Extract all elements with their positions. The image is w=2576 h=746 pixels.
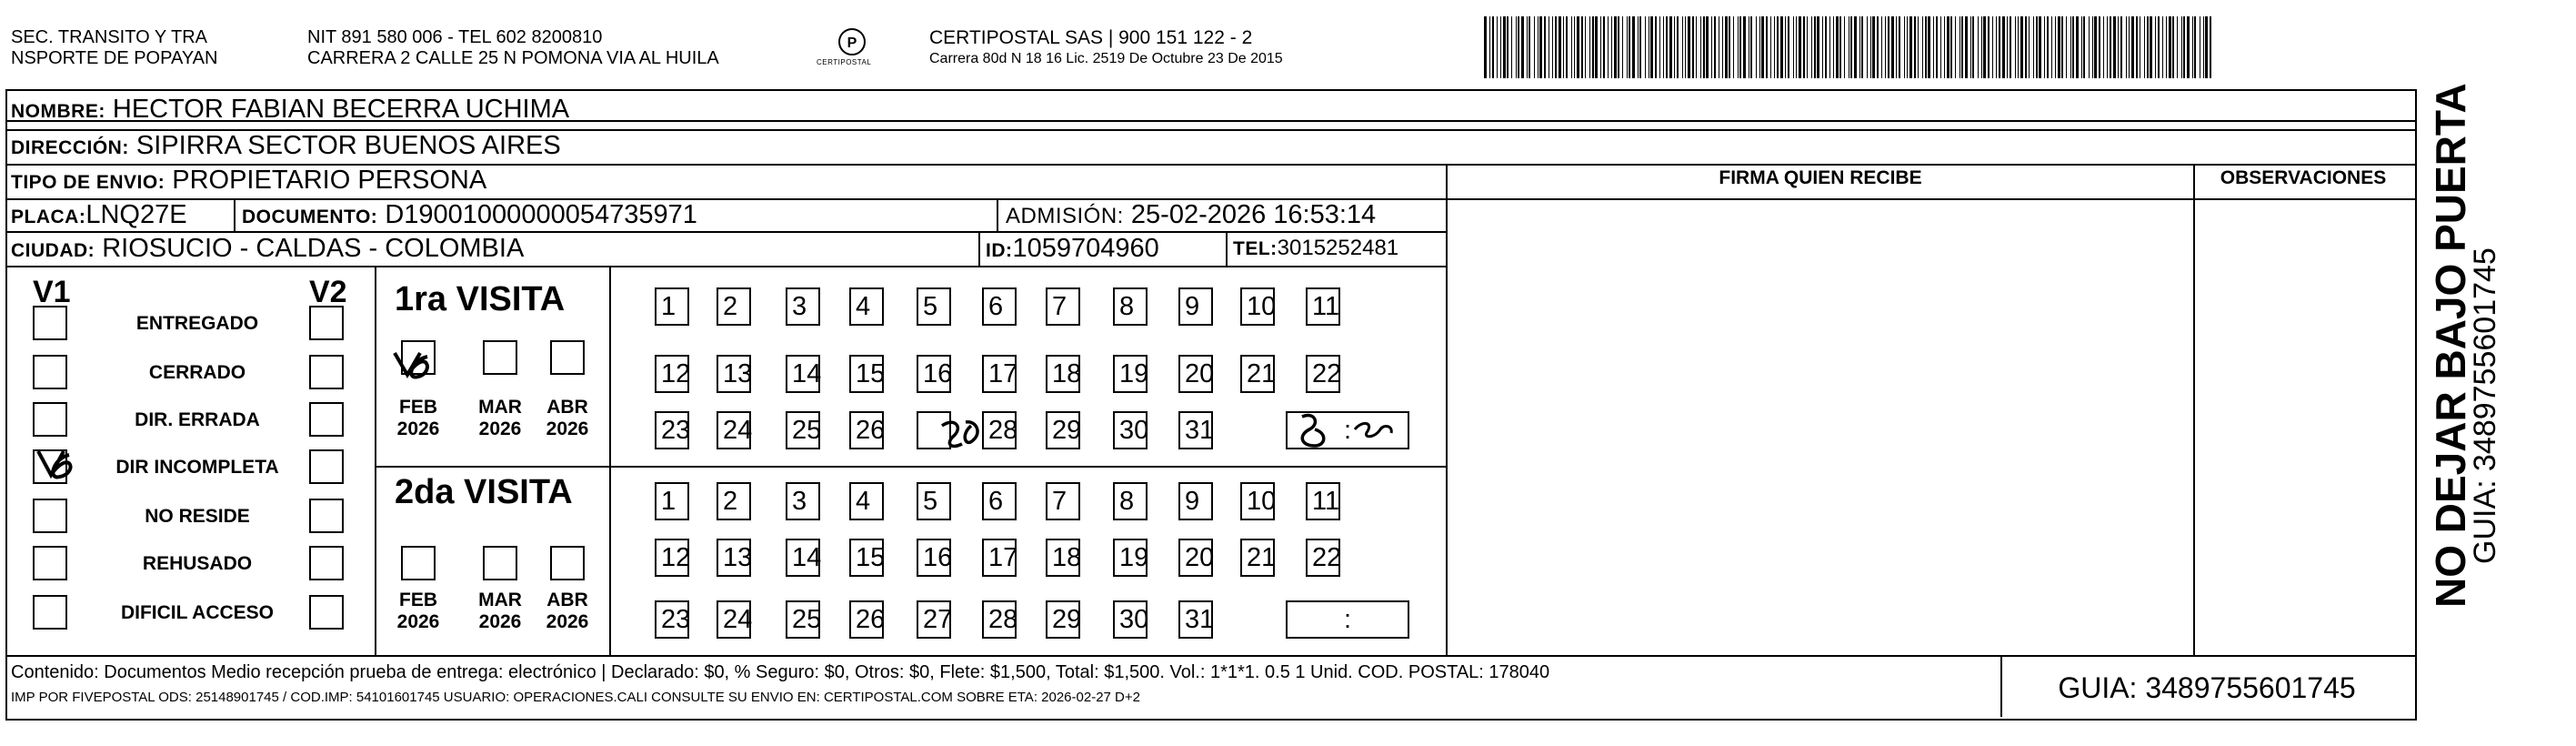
issuer-ids-line-2: CARRERA 2 CALLE 25 N POMONA VIA AL HUILA bbox=[307, 48, 719, 68]
footer-guia: GUIA: 3489755601745 bbox=[2058, 671, 2356, 704]
status-option-label: REHUSADO bbox=[142, 553, 253, 574]
firma-header: FIRMA QUIEN RECIBE bbox=[1719, 167, 1922, 188]
day-box[interactable]: 29 bbox=[1046, 411, 1080, 449]
tipo-envio-label: TIPO DE ENVIO: bbox=[11, 172, 165, 193]
issuer-line-2: NSPORTE DE POPAYAN bbox=[11, 48, 218, 68]
time-box[interactable]: : bbox=[1286, 411, 1409, 449]
day-box[interactable]: 12 bbox=[655, 355, 689, 393]
day-box[interactable]: 26 bbox=[849, 600, 884, 639]
visit2-title: 2da VISITA bbox=[395, 473, 573, 511]
day-box[interactable]: 21 bbox=[1240, 539, 1275, 577]
footer-contents: Contenido: Documentos Medio recepción prueba de entrega: electrónico | Declarado: $0, % Seguro: $0, Otros: $0, Flete: $1,500, Total: $1,500. Vol.: 1*1*1. 0.5 1 Unid. COD. POSTAL: 178040 bbox=[11, 662, 1550, 682]
month-year: 2026 bbox=[478, 418, 522, 439]
day-box[interactable]: 30 bbox=[1113, 411, 1148, 449]
day-box[interactable]: 18 bbox=[1046, 539, 1080, 577]
admision-label: ADMISIÓN: bbox=[1006, 204, 1124, 228]
day-box[interactable]: 28 bbox=[982, 600, 1017, 639]
ciudad-label: CIUDAD: bbox=[11, 240, 95, 261]
day-box[interactable]: 31 bbox=[1178, 600, 1213, 639]
status-option-label: ENTREGADO bbox=[135, 313, 259, 334]
day-box[interactable]: 11 bbox=[1306, 287, 1340, 326]
day-box[interactable]: 14 bbox=[786, 539, 820, 577]
observaciones-header: OBSERVACIONES bbox=[2220, 167, 2387, 188]
day-box[interactable]: 26 bbox=[849, 411, 884, 449]
direccion-label: DIRECCIÓN: bbox=[11, 137, 129, 158]
status-option-label: NO RESIDE bbox=[145, 506, 250, 527]
id-value: 1059704960 bbox=[1012, 234, 1159, 263]
tipo-envio-value: PROPIETARIO PERSONA bbox=[172, 166, 487, 195]
day-box[interactable]: 3 bbox=[786, 287, 820, 326]
side-guia: GUIA: 3489755601745 bbox=[2468, 247, 2502, 564]
day-box[interactable]: 22 bbox=[1306, 355, 1340, 393]
documento-value: D19001000000054735971 bbox=[385, 200, 697, 229]
svg-text:P: P bbox=[847, 35, 857, 51]
footer-print-info: IMP POR FIVEPOSTAL ODS: 25148901745 / COD.IMP: 54101601745 USUARIO: OPERACIONES.CALI CONSULTE SU ENVIO EN: CERTIPOSTAL.COM SOBRE ETA: 2026-02-27 D+2 bbox=[11, 690, 1140, 705]
status-option-label: DIFICIL ACCESO bbox=[120, 602, 274, 623]
day-box[interactable]: 14 bbox=[786, 355, 820, 393]
day-box[interactable]: 6 bbox=[982, 482, 1017, 520]
day-box[interactable]: 17 bbox=[982, 355, 1017, 393]
day-box[interactable]: 7 bbox=[1046, 482, 1080, 520]
day-box[interactable]: 28 bbox=[982, 411, 1017, 449]
day-box[interactable]: 16 bbox=[917, 539, 951, 577]
nombre-value: HECTOR FABIAN BECERRA UCHIMA bbox=[112, 95, 570, 124]
day-box[interactable]: 22 bbox=[1306, 539, 1340, 577]
month-year: 2026 bbox=[478, 611, 522, 632]
status-option-label: DIR. ERRADA bbox=[135, 409, 260, 430]
carrier-line-1: CERTIPOSTAL SAS | 900 151 122 - 2 bbox=[929, 27, 1253, 48]
month-year: 2026 bbox=[546, 611, 589, 632]
day-box[interactable]: 16 bbox=[917, 355, 951, 393]
day-box[interactable]: 7 bbox=[1046, 287, 1080, 326]
day-box[interactable]: 13 bbox=[717, 539, 751, 577]
day-box[interactable]: 31 bbox=[1178, 411, 1213, 449]
issuer-ids-line-1: NIT 891 580 006 - TEL 602 8200810 bbox=[307, 27, 603, 47]
tel-label: TEL: bbox=[1233, 238, 1278, 259]
visit1-title: 1ra VISITA bbox=[395, 280, 566, 318]
day-box[interactable]: 8 bbox=[1113, 482, 1148, 520]
day-box[interactable]: 12 bbox=[655, 539, 689, 577]
month-name: FEB bbox=[399, 590, 437, 610]
day-box[interactable]: 24 bbox=[717, 600, 751, 639]
day-box[interactable]: 4 bbox=[849, 482, 884, 520]
documento-label: DOCUMENTO: bbox=[242, 207, 378, 227]
admision-value: 25-02-2026 16:53:14 bbox=[1130, 200, 1377, 229]
day-box[interactable]: 23 bbox=[655, 411, 689, 449]
day-box[interactable]: 25 bbox=[786, 600, 820, 639]
day-box[interactable]: 18 bbox=[1046, 355, 1080, 393]
ciudad-value: RIOSUCIO - CALDAS - COLOMBIA bbox=[102, 234, 525, 263]
day-box[interactable]: 1 bbox=[655, 287, 689, 326]
day-box[interactable]: 2 bbox=[717, 482, 751, 520]
day-box[interactable]: 8 bbox=[1113, 287, 1148, 326]
day-box[interactable]: 9 bbox=[1178, 482, 1213, 520]
day-box[interactable]: 1 bbox=[655, 482, 689, 520]
status-option-label: DIR INCOMPLETA bbox=[115, 457, 279, 478]
month-year: 2026 bbox=[396, 418, 440, 439]
carrier-line-2: Carrera 80d N 18 16 Lic. 2519 De Octubre 23 De 2015 bbox=[929, 51, 1283, 66]
month-name: ABR bbox=[546, 590, 588, 610]
v2-label: V2 bbox=[309, 275, 347, 309]
day-box[interactable]: 5 bbox=[917, 482, 951, 520]
logo-text: CERTIPOSTAL bbox=[817, 58, 872, 66]
day-box[interactable]: 5 bbox=[917, 287, 951, 326]
month-name: ABR bbox=[546, 397, 588, 418]
status-option-label: CERRADO bbox=[148, 362, 246, 383]
day-box[interactable]: 20 bbox=[1178, 539, 1213, 577]
day-box[interactable]: 10 bbox=[1240, 287, 1275, 326]
day-box[interactable]: 23 bbox=[655, 600, 689, 639]
month-year: 2026 bbox=[396, 611, 440, 632]
day-box[interactable]: 3 bbox=[786, 482, 820, 520]
day-box[interactable]: 11 bbox=[1306, 482, 1340, 520]
day-box[interactable]: 15 bbox=[849, 539, 884, 577]
day-box[interactable]: 15 bbox=[849, 355, 884, 393]
day-box[interactable]: 6 bbox=[982, 287, 1017, 326]
day-box[interactable]: 13 bbox=[717, 355, 751, 393]
day-box[interactable]: 2 bbox=[717, 287, 751, 326]
month-name: MAR bbox=[478, 397, 522, 418]
side-warning: NO DEJAR BAJO PUERTA bbox=[2427, 83, 2474, 608]
day-box[interactable]: 29 bbox=[1046, 600, 1080, 639]
id-label: ID: bbox=[986, 240, 1013, 261]
placa-label: PLACA: bbox=[11, 207, 86, 227]
direccion-value: SIPIRRA SECTOR BUENOS AIRES bbox=[135, 131, 561, 160]
day-box[interactable]: 19 bbox=[1113, 355, 1148, 393]
day-box[interactable]: 21 bbox=[1240, 355, 1275, 393]
day-box[interactable]: 9 bbox=[1178, 287, 1213, 326]
time-box[interactable]: : bbox=[1286, 600, 1409, 639]
month-year: 2026 bbox=[546, 418, 589, 439]
day-box[interactable]: 25 bbox=[786, 411, 820, 449]
month-name: FEB bbox=[399, 397, 437, 418]
issuer-line-1: SEC. TRANSITO Y TRA bbox=[11, 27, 207, 47]
placa-value: LNQ27E bbox=[85, 200, 187, 229]
day-box[interactable]: 17 bbox=[982, 539, 1017, 577]
day-box[interactable]: 30 bbox=[1113, 600, 1148, 639]
day-box[interactable]: 24 bbox=[717, 411, 751, 449]
day-box[interactable]: 4 bbox=[849, 287, 884, 326]
v1-label: V1 bbox=[33, 275, 71, 309]
day-box[interactable]: 20 bbox=[1178, 355, 1213, 393]
month-name: MAR bbox=[478, 590, 522, 610]
day-box[interactable]: 10 bbox=[1240, 482, 1275, 520]
day-box[interactable]: 19 bbox=[1113, 539, 1148, 577]
day-box[interactable]: 27 bbox=[917, 600, 951, 639]
nombre-label: NOMBRE: bbox=[11, 101, 105, 122]
tel-value: 3015252481 bbox=[1277, 236, 1399, 260]
